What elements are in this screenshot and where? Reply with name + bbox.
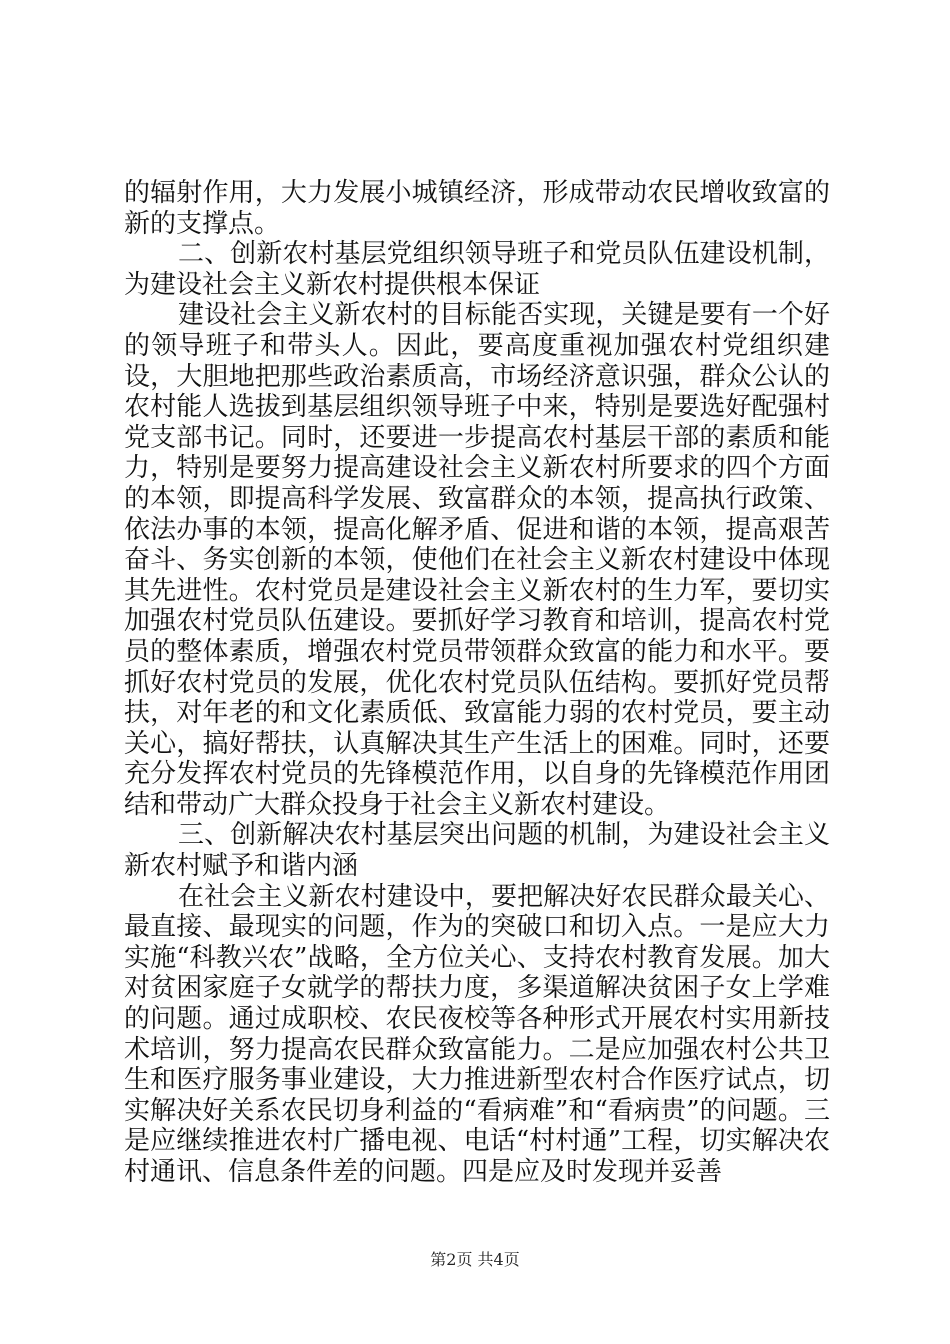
- paragraph-section-3-body: 在社会主义新农村建设中，要把解决好农民群众最关心、最直接、最现实的问题，作为的突破口和切入点。一是应大力实施“科教兴农”战略，全方位关心、支持农村教育发展。加大对贫困家庭子女就学的帮扶力度，多渠道解决贫困子女上学难的问题。通过成职校、农民夜校等各种形式开展农村实用新技术培训，努力提高农民群众致富能力。二是应加强农村公共卫生和医疗服务事业建设，大力推进新型农村合作医疗试点，切实解决好关系农民切身利益的“看病难”和“看病贵”的问题。三是应继续推进农村广播电视、电话“村村通”工程，切实解决农村通讯、信息条件差的问题。四是应及时发现并妥善: [124, 881, 830, 1187]
- document-body: [124, 178, 830, 1188]
- paragraph-section-2-body: 建设社会主义新农村的目标能否实现，关键是要有一个好的领导班子和带头人。因此，要高度重视加强农村党组织建设，大胆地把那些政治素质高，市场经济意识强，群众公认的农村能人选拔到基层组织领导班子中来，特别是要选好配强村党支部书记。同时，还要进一步提高农村基层干部的素质和能力，特别是要努力提高建设社会主义新农村所要求的四个方面的本领，即提高科学发展、致富群众的本领，提高执行政策、依法办事的本领，提高化解矛盾、促进和谐的本领，提高艰苦奋斗、务实创新的本领，使他们在社会主义新农村建设中体现其先进性。农村党员是建设社会主义新农村的生力军，要切实加强农村党员队伍建设。要抓好学习教育和培训，提高农村党员的整体素质，增强农村党员带领群众致富的能力和水平。要抓好农村党员的发展，优化农村党员队伍结构。要抓好党员帮扶，对年老的和文化素质低、致富能力弱的农村党员，要主动关心，搞好帮扶，认真解决其生产生活上的困难。同时，还要充分发挥农村党员的先锋模范作用，以自身的先锋模范作用团结和带动广大群众投身于社会主义新农村建设。: [124, 300, 830, 820]
- page-number-footer: 第2页 共4页: [430, 1250, 520, 1269]
- section-heading-3: 三、创新解决农村基层突出问题的机制，为建设社会主义新农村赋予和谐内涵: [124, 820, 830, 882]
- paragraph-continuation: 的辐射作用，大力发展小城镇经济，形成带动农民增收致富的新的支撑点。: [124, 178, 830, 239]
- section-heading-2: 二、创新农村基层党组织领导班子和党员队伍建设机制，为建设社会主义新农村提供根本保证: [124, 239, 830, 300]
